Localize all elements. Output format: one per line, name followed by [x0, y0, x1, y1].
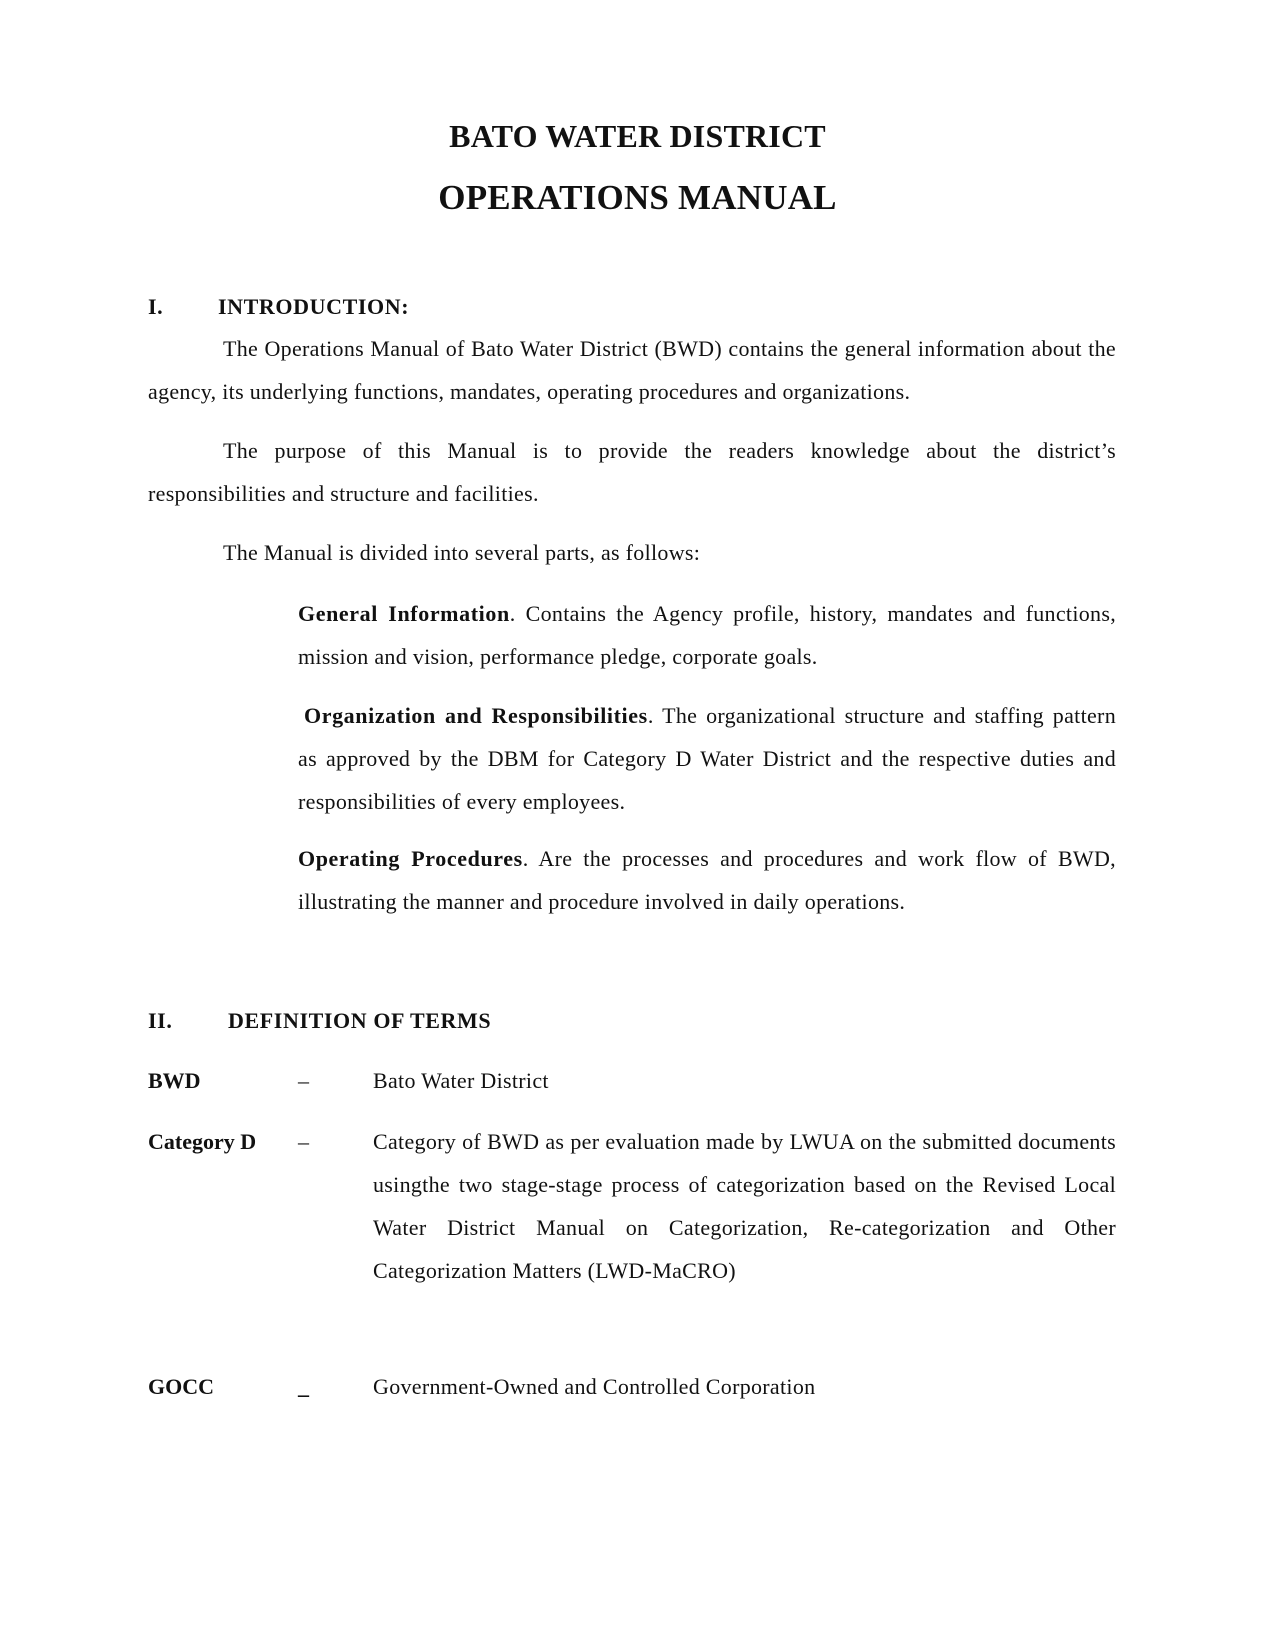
definition-bwd: Bato Water District — [373, 1068, 549, 1093]
term-bwd: BWD — [148, 1068, 201, 1093]
part-text: . Are the processes and procedures and work flow of BWD, illustrating the manner and procedure involved in daily operations. — [298, 846, 1116, 914]
term-dash: – — [298, 1129, 309, 1154]
part-operating-procedures — [298, 837, 1116, 923]
part-label: General Information — [298, 601, 510, 626]
section-number-definitions: II. — [148, 1008, 173, 1033]
part-text: . The organizational structure and staffing pattern as approved by the DBM for Category D Water District and the respective duties and responsibilities of every employees. — [298, 703, 1116, 814]
term-dash: – — [298, 1068, 309, 1093]
term-gocc: GOCC — [148, 1374, 214, 1399]
document-title-line1: BATO WATER DISTRICT — [449, 118, 826, 154]
part-label: Operating Procedures — [298, 846, 523, 871]
intro-paragraph-1: The Operations Manual of Bato Water District (BWD) contains the general information about the agency, its underlying functions, mandates, operating procedures and organizations. — [148, 336, 1116, 404]
section-number-intro: I. — [148, 294, 164, 319]
part-label: Organization and Responsibilities — [304, 703, 648, 728]
intro-paragraph-2: The purpose of this Manual is to provide the readers knowledge about the district’s responsibilities and structure and facilities. — [148, 438, 1116, 506]
part-organization-responsibilities — [298, 694, 1116, 823]
section-heading-definitions: DEFINITION OF TERMS — [228, 1008, 492, 1033]
document-title-line2: OPERATIONS MANUAL — [438, 178, 837, 217]
definition-gocc: Government-Owned and Controlled Corporation — [373, 1374, 816, 1399]
term-dash: _ — [298, 1374, 309, 1399]
part-text: . Contains the Agency profile, history, mandates and functions, mission and vision, performance pledge, corporate goals. — [298, 601, 1116, 669]
definition-category-d: Category of BWD as per evaluation made by LWUA on the submitted documents usingthe two stage-stage process of categorization based on the Revised Local Water District Manual on Categorization, Re-categorization and Other Categorization Matters (LWD-MaCRO) — [373, 1129, 1116, 1283]
part-general-information — [298, 592, 1116, 678]
intro-paragraph-3: The Manual is divided into several parts, as follows: — [223, 540, 701, 565]
section-heading-intro: INTRODUCTION: — [218, 294, 410, 319]
term-category-d: Category D — [148, 1129, 257, 1154]
